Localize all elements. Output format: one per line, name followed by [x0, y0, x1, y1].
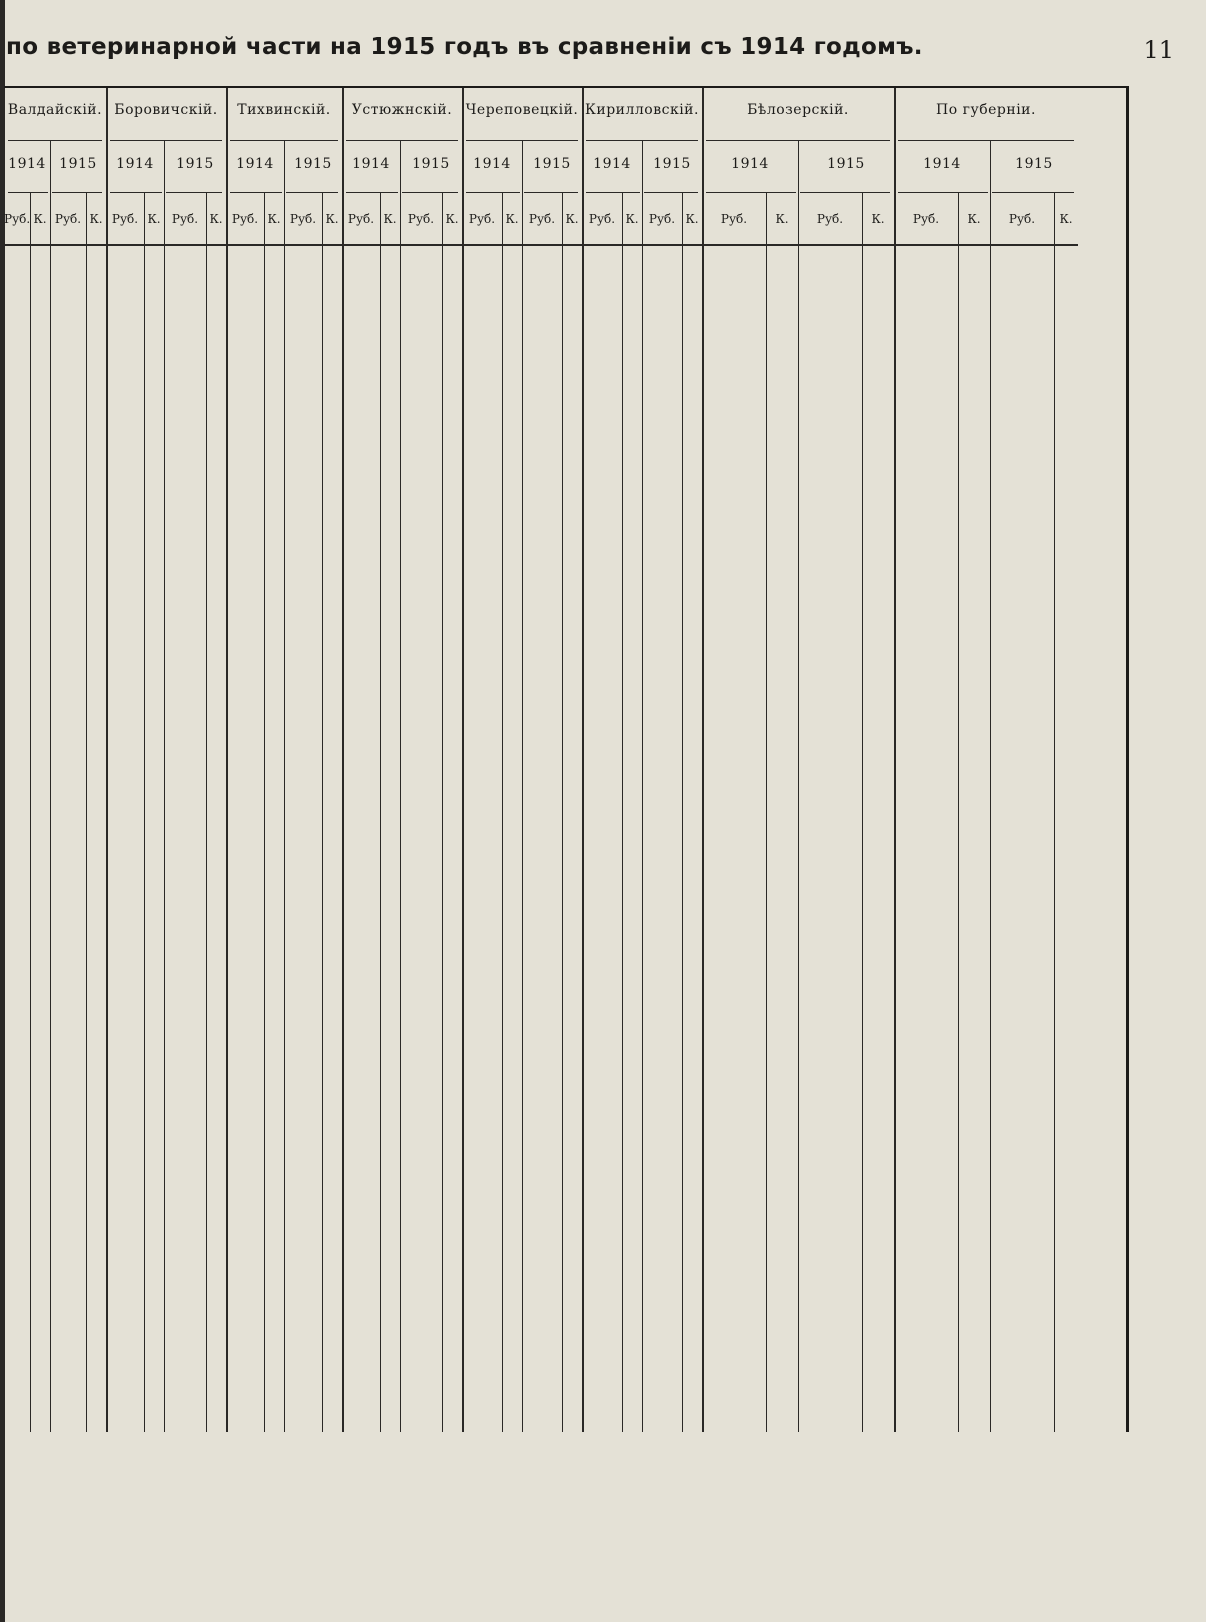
budget-comparison-table [4, 86, 1129, 1432]
rule-vertical [642, 140, 643, 1432]
rule-horizontal [898, 140, 1074, 141]
rule-vertical [462, 88, 464, 1432]
rubles-header: Руб. [468, 212, 496, 226]
rule-vertical [862, 192, 863, 1432]
rubles-header: Руб. [111, 212, 139, 226]
year-header: 1914 [236, 156, 274, 172]
kopecks-header: К. [871, 212, 885, 226]
rule-horizontal [992, 192, 1074, 193]
rule-vertical [682, 192, 683, 1432]
rule-vertical [562, 192, 563, 1432]
year-header: 1915 [176, 156, 214, 172]
year-header: 1915 [412, 156, 450, 172]
kopecks-header: К. [89, 212, 103, 226]
rule-horizontal [110, 140, 222, 141]
rubles-header: Руб. [912, 212, 940, 226]
rule-vertical [502, 192, 503, 1432]
rule-vertical [342, 88, 344, 1432]
rule-vertical [522, 140, 523, 1432]
rule-vertical [442, 192, 443, 1432]
year-header: 1914 [593, 156, 631, 172]
rule-horizontal [402, 192, 458, 193]
rubles-header: Руб. [1008, 212, 1036, 226]
district-header: Бѣлозерскій. [747, 102, 849, 118]
rule-vertical [144, 192, 145, 1432]
rule-vertical [702, 88, 704, 1432]
rule-horizontal [346, 140, 458, 141]
district-header: Устюжнскій. [351, 102, 453, 118]
rule-horizontal [230, 192, 282, 193]
rule-vertical [284, 140, 285, 1432]
year-header: 1915 [294, 156, 332, 172]
kopecks-header: К. [445, 212, 459, 226]
year-header: 1914 [116, 156, 154, 172]
rubles-header: Руб. [289, 212, 317, 226]
year-header: 1915 [59, 156, 97, 172]
year-header: 1915 [653, 156, 691, 172]
rule-horizontal [166, 192, 222, 193]
rule-vertical [30, 192, 31, 1432]
rule-horizontal [346, 192, 398, 193]
kopecks-header: К. [147, 212, 161, 226]
rubles-header: Руб. [54, 212, 82, 226]
rule-vertical [106, 88, 108, 1432]
district-header: Боровичскій. [114, 102, 218, 118]
rule-horizontal [898, 192, 988, 193]
rubles-header: Руб. [816, 212, 844, 226]
year-header: 1914 [923, 156, 961, 172]
rule-vertical [1054, 192, 1055, 1432]
kopecks-header: К. [775, 212, 789, 226]
rule-horizontal [110, 192, 162, 193]
rule-vertical [50, 140, 51, 1432]
kopecks-header: К. [1059, 212, 1073, 226]
rule-horizontal [524, 192, 578, 193]
rule-vertical [990, 140, 991, 1432]
district-header: Кирилловскій. [585, 102, 699, 118]
rule-horizontal [800, 192, 890, 193]
rubles-header: Руб. [171, 212, 199, 226]
kopecks-header: К. [685, 212, 699, 226]
rubles-header: Руб. [528, 212, 556, 226]
year-header: 1914 [731, 156, 769, 172]
rule-vertical [766, 192, 767, 1432]
kopecks-header: К. [625, 212, 639, 226]
rubles-header: Руб. [720, 212, 748, 226]
year-header: 1914 [473, 156, 511, 172]
page-title: по ветеринарной части на 1915 годъ въ сравненіи съ 1914 годомъ. [6, 34, 923, 60]
rule-horizontal [4, 244, 1078, 246]
rule-vertical [206, 192, 207, 1432]
year-header: 1914 [8, 156, 46, 172]
kopecks-header: К. [267, 212, 281, 226]
rule-vertical [894, 88, 896, 1432]
rule-vertical [226, 88, 228, 1432]
rule-horizontal [8, 140, 102, 141]
rule-vertical [380, 192, 381, 1432]
kopecks-header: К. [325, 212, 339, 226]
rule-horizontal [466, 192, 520, 193]
kopecks-header: К. [565, 212, 579, 226]
rule-vertical [86, 192, 87, 1432]
rule-horizontal [586, 192, 640, 193]
rule-horizontal [52, 192, 102, 193]
rubles-header: Руб. [231, 212, 259, 226]
district-header: Тихвинскій. [237, 102, 331, 118]
rubles-header: Руб. [4, 212, 30, 226]
kopecks-header: К. [383, 212, 397, 226]
rule-horizontal [286, 192, 338, 193]
year-header: 1915 [827, 156, 865, 172]
rule-vertical [322, 192, 323, 1432]
kopecks-header: К. [505, 212, 519, 226]
rule-vertical [264, 192, 265, 1432]
kopecks-header: К. [33, 212, 47, 226]
rule-vertical [164, 140, 165, 1432]
district-header: Валдайскій. [7, 102, 103, 118]
year-header: 1915 [533, 156, 571, 172]
page-header [6, 30, 1186, 70]
kopecks-header: К. [209, 212, 223, 226]
rubles-header: Руб. [648, 212, 676, 226]
rubles-header: Руб. [407, 212, 435, 226]
rule-vertical [622, 192, 623, 1432]
district-header: По губерніи. [936, 102, 1036, 118]
district-header: Череповецкій. [465, 102, 579, 118]
rubles-header: Руб. [347, 212, 375, 226]
rule-horizontal [644, 192, 698, 193]
rule-vertical [798, 140, 799, 1432]
rule-vertical [400, 140, 401, 1432]
year-header: 1915 [1015, 156, 1053, 172]
page-number: 11 [1143, 36, 1174, 64]
rule-vertical [582, 88, 584, 1432]
rule-horizontal [8, 192, 48, 193]
rubles-header: Руб. [588, 212, 616, 226]
year-header: 1914 [352, 156, 390, 172]
rule-horizontal [706, 192, 796, 193]
kopecks-header: К. [967, 212, 981, 226]
rule-vertical [958, 192, 959, 1432]
